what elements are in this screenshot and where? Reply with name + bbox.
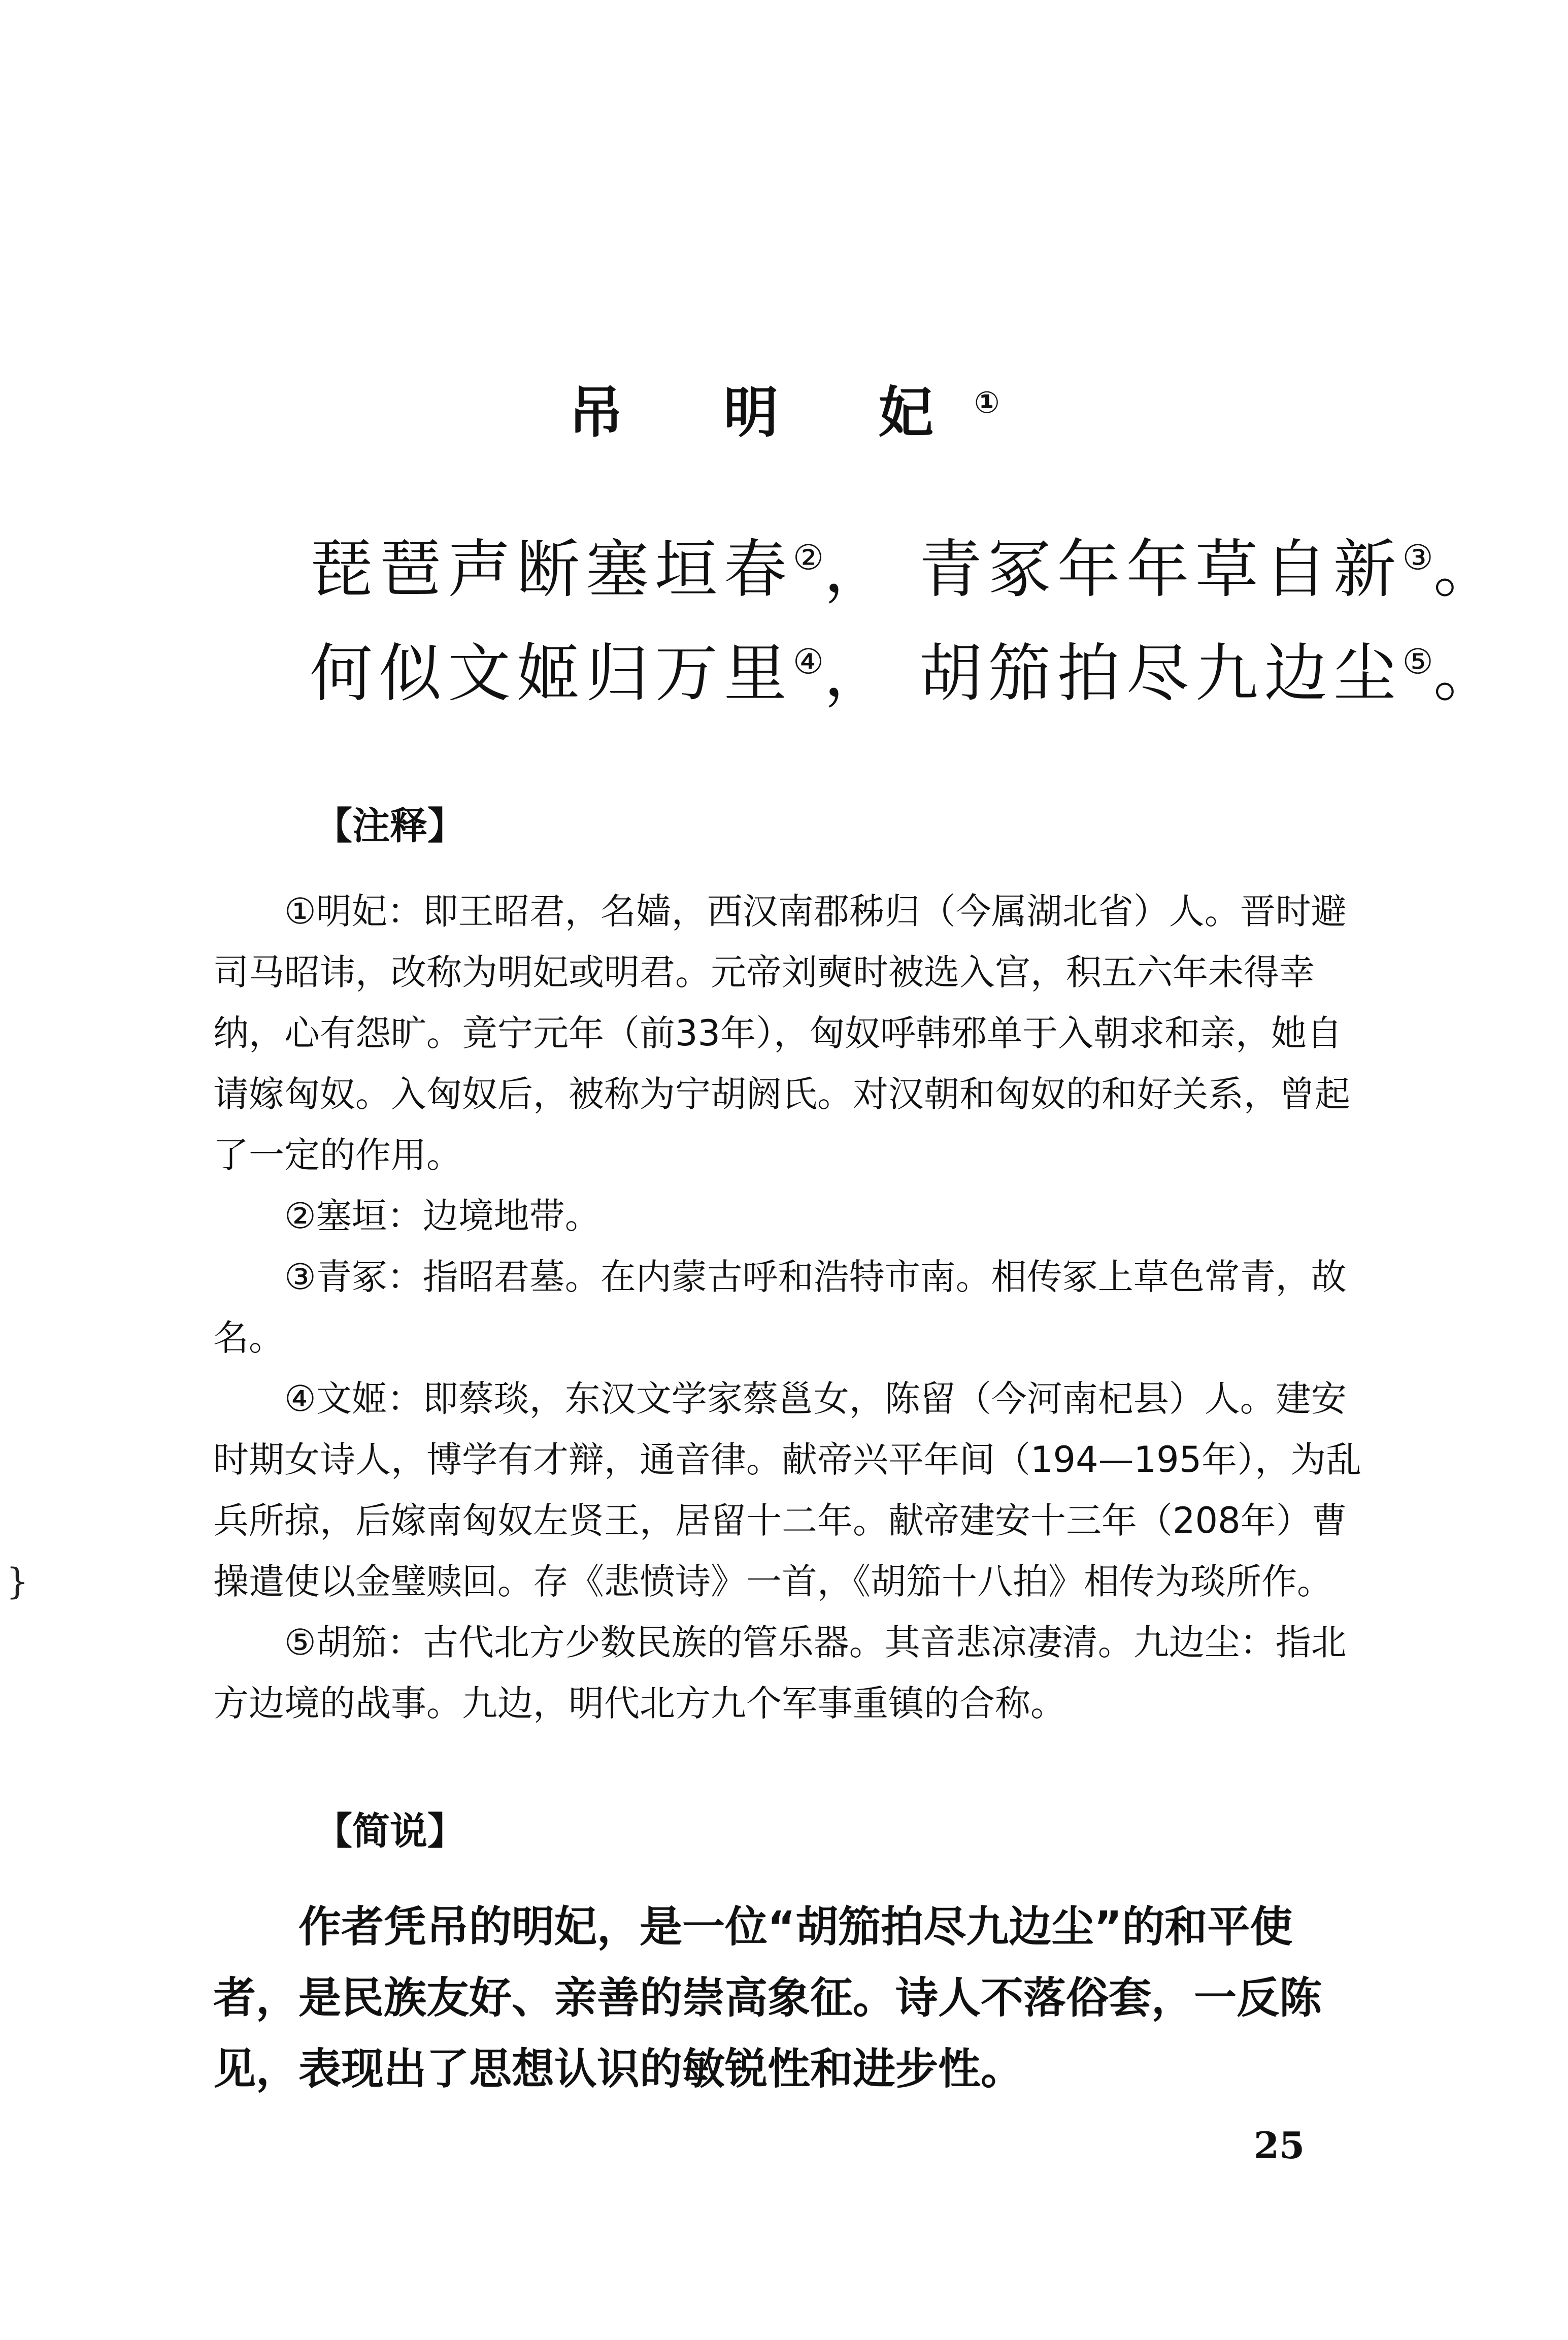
note-3: ③青冢：指昭君墓。在内蒙古呼和浩特市南。相传冢上草色常青，故名。 — [213, 1256, 1347, 1359]
note-4: ④文姬：即蔡琰，东汉文学家蔡邕女，陈留（今河南杞县）人。建安时期女诗人，博学有才辩，通音律。献帝兴平年间（194—195年），为乱兵所掠，后嫁南匈奴左贤王，居留十二年。献帝建安十三年（208年）曹操遣使以金璧赎回。存《悲愤诗》一首，《胡笳十八拍》相传为琰所作。 — [213, 1378, 1362, 1602]
poem-line-2-marker-b: ⑤ — [1402, 642, 1433, 682]
poem-line-2-marker-a: ④ — [793, 642, 824, 682]
poem-line-1-end: 。 — [1433, 533, 1503, 606]
page-number: 25 — [1254, 2124, 1305, 2167]
poem-line-1-b: ， 青冢年年草自新 — [824, 533, 1403, 606]
poem-line-1 — [310, 533, 1503, 606]
poem-line-1-marker-a: ② — [793, 538, 824, 578]
notes-section — [213, 881, 1376, 1734]
poem-line-2 — [310, 637, 1503, 710]
margin-bracket-mark: } — [6, 1561, 29, 1602]
note-5: ⑤胡笳：古代北方少数民族的管乐器。其音悲凉凄清。九边尘：指北方边境的战事。九边，明代北方九个军事重镇的合称。 — [213, 1622, 1347, 1724]
poem-line-2-a: 何似文姬归万里 — [310, 637, 793, 710]
brief-paragraph: 作者凭吊的明妃，是一位“胡笳拍尽九边尘”的和平使者，是民族友好、亲善的崇高象征。诗人不落俗套，一反陈见，表现出了思想认识的敏锐性和进步性。 — [213, 1902, 1322, 2094]
poem-title — [0, 381, 1568, 445]
poem-line-1-marker-b: ③ — [1402, 538, 1433, 578]
poem-title-text: 吊 明 妃 — [568, 381, 974, 445]
note-1: ①明妃：即王昭君，名嫱，西汉南郡秭归（今属湖北省）人。晋时避司马昭讳，改称为明妃或明君。元帝刘奭时被选入宫，积五六年未得幸纳，心有怨旷。竟宁元年（前33年），匈奴呼韩邪单于入朝求和亲，她自请嫁匈奴。入匈奴后，被称为宁胡阏氏。对汉朝和匈奴的和好关系，曾起了一定的作用。 — [213, 891, 1350, 1176]
notes-heading: 【注释】 — [315, 804, 465, 848]
note-2: ②塞垣：边境地带。 — [284, 1195, 600, 1237]
brief-section — [213, 1891, 1376, 2104]
brief-heading: 【简说】 — [315, 1809, 465, 1853]
poem-line-2-end: 。 — [1433, 637, 1503, 710]
poem-line-1-a: 琵琶声断塞垣春 — [310, 533, 793, 606]
poem-line-2-b: ， 胡笳拍尽九边尘 — [824, 637, 1403, 710]
title-note-marker: ① — [974, 385, 1000, 420]
